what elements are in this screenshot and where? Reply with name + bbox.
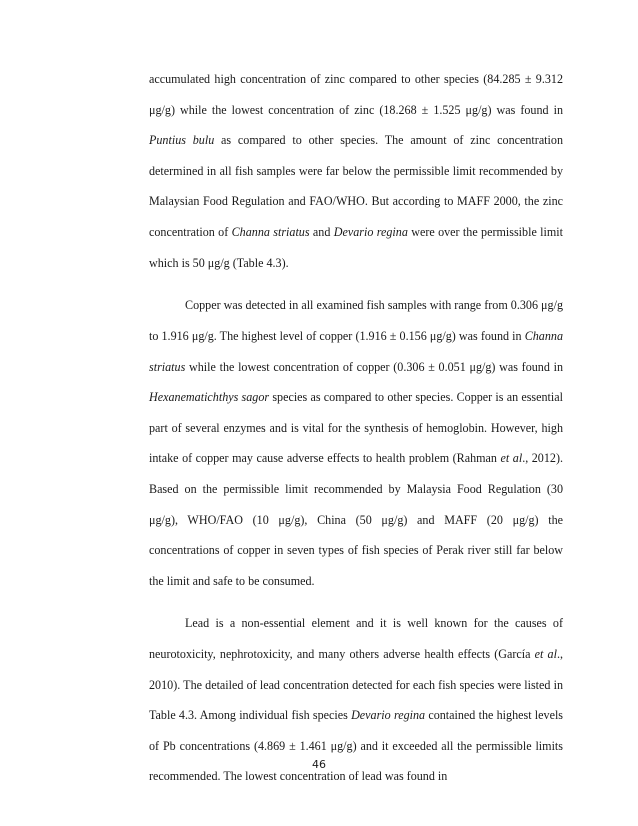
text-run: ., 2010). The detailed of lead concentration detected for each fish species were listed in Table 4.3. Among individual fish species <box>149 647 563 723</box>
text-run: contained the highest levels of Pb concentrations (4.869 ± 1.461 μg/g) and it exceeded all the permissible limits recommended. The lowest concentration of lead was found in <box>149 708 564 784</box>
italic-term: Hexanematichthys sagor <box>149 390 270 405</box>
text-run: ., 2012). Based on the permissible limit recommended by Malaysia Food Regulation (30 μg/g), WHO/FAO (10 μg/g), China (50 μg/g) and MAFF (20 μg/g) the concentrations of copper in seven types of fish species of Perak river still far below the limit and safe to be consumed. <box>149 451 563 588</box>
italic-term: et al <box>500 451 523 466</box>
body-text <box>149 64 563 792</box>
paragraph <box>149 64 563 278</box>
italic-term: Devario regina <box>333 224 408 239</box>
paragraph <box>149 290 563 596</box>
text-run: species as compared to other species. Copper is an essential part of several enzymes and is vital for the synthesis of hemoglobin. However, high intake of copper may cause adverse effects to health problem (Rahman <box>149 390 563 466</box>
italic-term: et al <box>534 647 557 662</box>
italic-term: Channa striatus <box>231 224 310 239</box>
text-run: accumulated high concentration of zinc compared to other species (84.285 ± 9.312 μg/g) while the lowest concentration of zinc (18.268 ± 1.525 μg/g) was found in <box>149 72 563 117</box>
text-run: were over the permissible limit which is 50 μg/g (Table 4.3). <box>149 224 564 270</box>
italic-term: Devario regina <box>351 708 426 723</box>
text-run: as compared to other species. The amount of zinc concentration determined in all fish samples were far below the permissible limit recommended by Malaysian Food Regulation and FAO/WHO. But according to MAFF 2000, the zinc concentration of <box>149 133 563 239</box>
text-run: Copper was detected in all examined fish samples with range from 0.306 μg/g to 1.916 μg/g. The highest level of copper (1.916 ± 0.156 μg/g) was found in <box>149 298 563 343</box>
text-run: Lead is a non-essential element and it is well known for the causes of neurotoxicity, nephrotoxicity, and many others adverse health effects (García <box>149 616 563 662</box>
text-run: and <box>309 224 334 239</box>
italic-term: Puntius bulu <box>149 133 215 148</box>
text-run: while the lowest concentration of copper (0.306 ± 0.051 μg/g) was found in <box>185 359 563 374</box>
page-number: 46 <box>312 758 326 771</box>
italic-term: Channa striatus <box>149 328 563 374</box>
